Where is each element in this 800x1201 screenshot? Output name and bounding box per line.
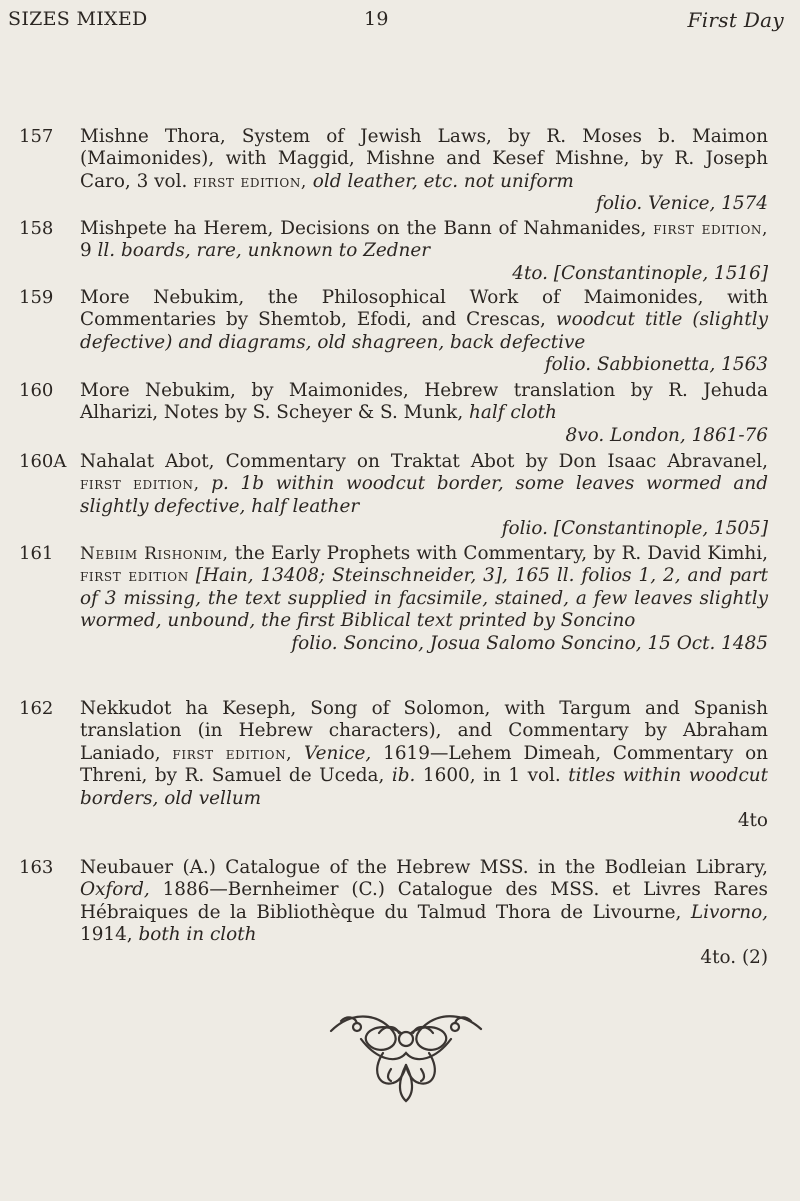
- lot-text: Neubauer (A.) Catalogue of the Hebrew MSS. in the Bodleian Library,: [80, 857, 768, 878]
- lot-number: 159: [19, 287, 54, 308]
- lot-edition: first edition,: [80, 474, 200, 495]
- lot-text-2: 1619—Lehem Dimeah, Commentary on Threni, by R. Samuel de Uceda,: [80, 742, 768, 787]
- lot-condition: both in cloth: [138, 924, 257, 946]
- lot-description: [80, 543, 768, 655]
- lot-format-place: folio. Sabbionetta, 1563: [544, 354, 768, 376]
- lot-number: 158: [19, 218, 54, 239]
- lot-title: Nebiim Rishonim,: [80, 544, 229, 564]
- lot-description: [80, 218, 768, 285]
- lot-format-place: folio. [Constantinople, 1505]: [501, 518, 768, 540]
- lot-number: 162: [19, 698, 54, 719]
- lot-place-2: Livorno,: [690, 901, 768, 923]
- lot-place-2: ib.: [391, 765, 416, 787]
- lot-text: Nekkudot ha Keseph, Song of Solomon, with Targum and Spanish translation (in Hebrew characters), and Commentary by Abraham Laniado,: [80, 698, 768, 764]
- lot-description: [80, 126, 768, 216]
- lot-text-2: 1886—Bernheimer (C.) Catalogue des MSS. et Livres Rares Hébraiques de la Bibliothèque du Talmud Thora de Livourne,: [80, 879, 768, 923]
- lot-condition: p. 1b within woodcut border, some leaves wormed and slightly defective, half leather: [80, 473, 768, 517]
- lot-condition: ll. boards, rare, unknown to Zedner: [97, 240, 431, 262]
- lot-description: [80, 380, 768, 447]
- lot-text: the Early Prophets with Commentary, by R. David Kimhi,: [228, 543, 768, 564]
- lot-condition: titles within woodcut borders, old vellum: [80, 765, 768, 809]
- lot-text: Nahalat Abot, Commentary on Traktat Abot by Don Isaac Abravanel,: [80, 451, 768, 472]
- lot-format: 4to. (2): [700, 946, 768, 968]
- lot-format: 4to: [737, 810, 768, 832]
- lot-number: 157: [19, 126, 54, 147]
- lot-edition: first edition,: [653, 219, 768, 239]
- lot-format-place: 8vo. London, 1861-76: [565, 424, 768, 446]
- lot-text-3: 1600, in 1 vol.: [415, 765, 569, 787]
- lot-format-place: 4to. [Constantinople, 1516]: [512, 262, 768, 284]
- lot-condition: old leather, etc. not uniform: [306, 170, 574, 192]
- lot-text: Mishpete ha Herem, Decisions on the Bann of Nahmanides,: [80, 218, 654, 239]
- lot-description: [80, 857, 768, 969]
- lot-text-3: 1914,: [80, 924, 139, 946]
- lot-condition: [Hain, 13408; Steinschneider, 3], 165 ll. folios 1, 2, and part of 3 missing, the text supplied in facsimile, stained, a few leaves slightly wormed, unbound, the first Biblical text printed by Soncino: [80, 565, 768, 632]
- lot-condition: woodcut title (slightly defective) and diagrams, old shagreen, back defective: [80, 309, 768, 353]
- lot-edition: first edition,: [172, 743, 293, 764]
- floral-knot-ornament-icon: [321, 1009, 491, 1105]
- page-number: 19: [364, 8, 389, 30]
- lot-description: [80, 287, 768, 377]
- lot-text: More Nebukim, by Maimonides, Hebrew translation by R. Jehuda Alharizi, Notes by S. Scheyer & S. Munk,: [80, 380, 768, 424]
- lot-description: [80, 698, 768, 832]
- lot-place: Venice,: [292, 742, 372, 764]
- lot-text-2: 9: [80, 240, 98, 262]
- lot-condition: half cloth: [469, 402, 557, 424]
- lot-description: [80, 451, 768, 541]
- lot-number: 160: [19, 380, 54, 401]
- lot-text: More Nebukim, the Philosophical Work of Maimonides, with Commentaries by Shemtob, Efodi, and Crescas,: [80, 287, 768, 331]
- lot-edition: first edition: [80, 566, 189, 587]
- running-head-right: First Day: [687, 8, 784, 32]
- lot-text: Mishne Thora, System of Jewish Laws, by R. Moses b. Maimon (Maimonides), with Maggid, Mishne and Kesef Mishne, by R. Joseph Caro, 3 vol.: [80, 126, 768, 192]
- lot-number: 160A: [19, 451, 67, 472]
- lot-number: 161: [19, 543, 54, 564]
- page-header: [0, 8, 800, 36]
- lot-edition: first edition,: [193, 171, 307, 192]
- lot-number: 163: [19, 857, 54, 878]
- lot-format-place: folio. Soncino, Josua Salomo Soncino, 15 Oct. 1485: [291, 632, 768, 654]
- lot-format-place: folio. Venice, 1574: [596, 193, 768, 215]
- lot-place: Oxford,: [80, 879, 150, 901]
- running-head-left: SIZES MIXED: [8, 8, 148, 30]
